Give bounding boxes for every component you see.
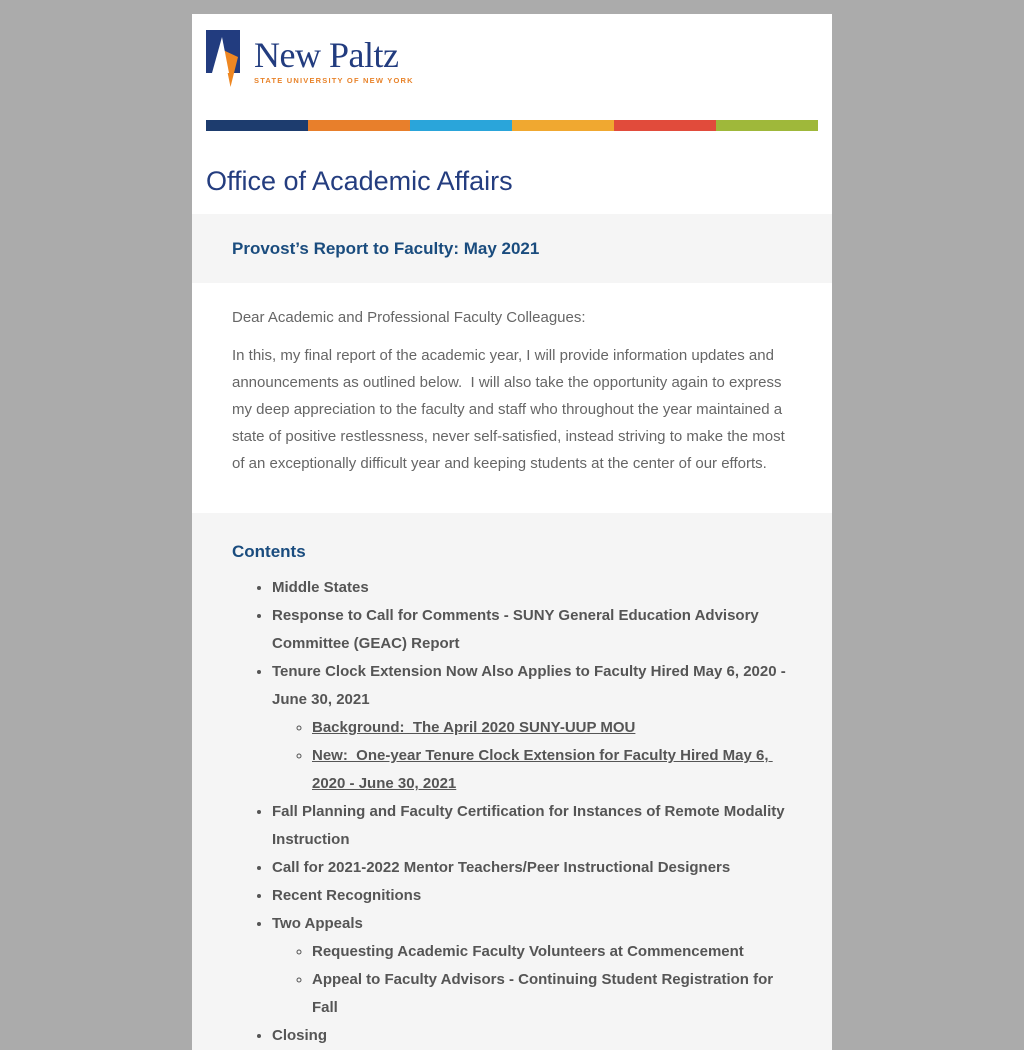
contents-item — [272, 602, 792, 658]
newpaltz-logo-icon — [206, 30, 242, 88]
contents-item-label: Closing — [272, 1027, 327, 1045]
contents-item — [272, 882, 792, 910]
contents-item-label: Call for 2021-2022 Mentor Teachers/Peer Instructional Designers — [272, 859, 731, 877]
contents-subitem-link[interactable]: New: One-year Tenure Clock Extension for Faculty Hired May 6, 2020 - June 30, 2021 — [312, 747, 773, 793]
contents-sublist — [272, 938, 792, 1022]
contents-heading: Contents — [232, 542, 306, 562]
newpaltz-logo — [192, 14, 832, 106]
contents-item — [272, 1022, 792, 1050]
contents-subitem — [312, 966, 792, 1022]
logo-text-block — [254, 30, 414, 85]
email-card — [192, 14, 832, 1050]
stripe-segment — [410, 120, 512, 131]
stripe-segment — [512, 120, 614, 131]
contents-item — [272, 854, 792, 882]
contents-item-label: Middle States — [272, 579, 369, 597]
contents-section — [192, 513, 832, 1050]
contents-item — [272, 658, 792, 798]
contents-sublist — [272, 714, 792, 798]
intro-paragraph: In this, my final report of the academic year, I will provide information updates and announcements as outlined below. I will also take the opportunity again to express my deep appreciation to the faculty and staff who throughout the year maintained a state of positive restlessness, never self-satisfied, instead striving to make the most of an exceptionally difficult year and keeping students at the center of our efforts. — [232, 347, 789, 473]
letter-body — [192, 283, 832, 513]
contents-subitem[interactable] — [312, 742, 792, 798]
contents-item — [272, 798, 792, 854]
stripe-segment — [206, 120, 308, 131]
contents-subitem-label: Requesting Academic Faculty Volunteers at Commencement — [312, 943, 744, 961]
contents-item-label: Recent Recognitions — [272, 887, 422, 905]
contents-item — [272, 574, 792, 602]
stripe-segment — [308, 120, 410, 131]
contents-subitem-link[interactable]: Background: The April 2020 SUNY-UUP MOU — [312, 719, 636, 737]
contents-item-label: Response to Call for Comments - SUNY General Education Advisory Committee (GEAC) Report — [272, 607, 763, 653]
report-title-band — [192, 214, 832, 283]
logo-wordmark: New Paltz — [254, 35, 399, 75]
report-title: Provost’s Report to Faculty: May 2021 — [232, 239, 540, 259]
contents-subitem-label: Appeal to Faculty Advisors - Continuing Student Registration for Fall — [312, 971, 778, 1017]
contents-item-label: Tenure Clock Extension Now Also Applies to Faculty Hired May 6, 2020 - June 30, 2021 — [272, 663, 790, 709]
logo-tagline: STATE UNIVERSITY OF NEW YORK — [254, 76, 414, 85]
greeting-paragraph: Dear Academic and Professional Faculty Colleagues: — [232, 309, 586, 327]
page-title: Office of Academic Affairs — [206, 166, 513, 196]
stripe-segment — [614, 120, 716, 131]
contents-item-label: Two Appeals — [272, 915, 363, 933]
contents-subitem[interactable] — [312, 714, 792, 742]
stripe-segment — [716, 120, 818, 131]
contents-subitem — [312, 938, 792, 966]
contents-item — [272, 910, 792, 1022]
contents-item-label: Fall Planning and Faculty Certification for Instances of Remote Modality Instruction — [272, 803, 789, 849]
contents-list — [232, 574, 792, 1050]
brand-color-stripe — [206, 120, 818, 131]
